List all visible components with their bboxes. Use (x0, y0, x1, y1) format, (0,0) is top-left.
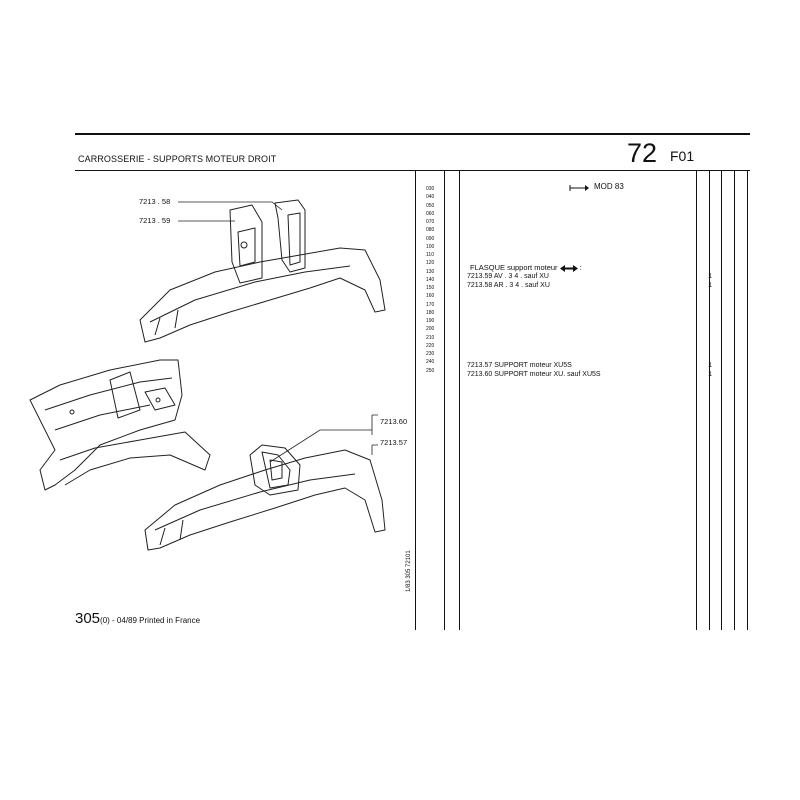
model-note: MOD 83 (594, 182, 624, 191)
line-number: 130 (426, 268, 435, 275)
group-heading: FLASQUE support moteur : (470, 263, 582, 272)
line-number: 190 (426, 318, 435, 324)
callout-top-a: 7213 . 58 (139, 197, 171, 206)
line-number: 080 (426, 227, 435, 234)
line-number: 160 (426, 293, 435, 300)
line-number: 170 (426, 301, 435, 308)
line-number: 050 (426, 202, 435, 209)
callout-bottom-b: 7213.57 (380, 438, 408, 447)
footer-model-code (75, 610, 200, 627)
line-number: 140 (426, 276, 435, 283)
callout-top-b: 7213 . 59 (139, 216, 171, 225)
line-number: 100 (426, 243, 435, 250)
line-number: 110 (426, 252, 434, 258)
vertical-reference: 1/83 305 72101 (406, 550, 412, 592)
line-number: 150 (426, 285, 435, 291)
part-row-qty: 1 (708, 362, 712, 369)
part-row-text: 7213.60 SUPPORT moteur XU. sauf XU5S (467, 371, 601, 378)
sheet-code: F01 (670, 148, 695, 164)
line-number: 250 (426, 367, 435, 374)
part-row-qty: 1 (708, 371, 712, 378)
part-row-qty: 1 (708, 282, 712, 289)
print-info: (0) - 04/89 Printed in France (100, 616, 201, 625)
line-number: 200 (426, 326, 435, 333)
line-number: 230 (426, 351, 435, 357)
flange-drawing-7213-59 (230, 205, 262, 283)
section-number: 72 (627, 138, 658, 168)
page-title: CARROSSERIE - SUPPORTS MOTEUR DROIT (78, 154, 277, 164)
line-number: 180 (426, 309, 435, 316)
line-number: 030 (426, 186, 435, 192)
line-number: 120 (426, 260, 435, 267)
line-number: 040 (426, 194, 435, 201)
model-code: 305 (75, 610, 101, 627)
line-number: 210 (426, 334, 435, 341)
line-number: 240 (426, 359, 435, 366)
group-heading-label: FLASQUE support moteur (470, 263, 558, 272)
callout-bottom-a: 7213.60 (380, 417, 408, 426)
part-row-text: 7213.57 SUPPORT moteur XU5S (467, 362, 572, 369)
line-number: 070 (426, 219, 435, 225)
part-row-text: 7213.59 AV . 3 4 . sauf XU (467, 273, 549, 280)
line-number: 090 (426, 235, 435, 242)
part-row-qty: 1 (708, 273, 712, 280)
part-row-text: 7213.58 AR . 3 4 . sauf XU (467, 282, 550, 289)
line-number: 220 (426, 342, 435, 349)
line-number: 060 (426, 210, 435, 217)
